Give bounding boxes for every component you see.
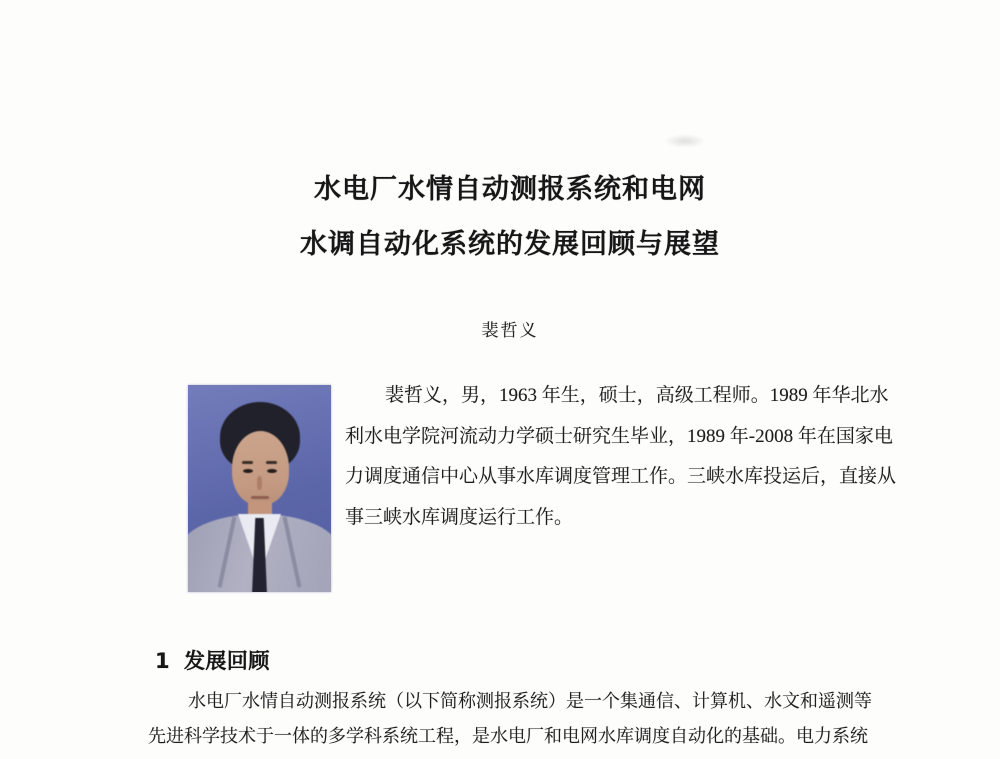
body-paragraph-line: 先进科学技术于一体的多学科系统工程，是水电厂和电网水库调度自动化的基础。电力系统 <box>148 726 868 746</box>
author-photo-art <box>188 385 331 592</box>
author-name: 裴哲义 <box>481 321 539 340</box>
section-number: 1 <box>155 649 171 673</box>
portrait-mouth <box>251 496 269 499</box>
author-bio-line: 力调度通信中心从事水库调度管理工作。三峡水库投运后，直接从 <box>345 466 897 487</box>
author-bio-line: 事三峡水库调度运行工作。 <box>345 506 574 528</box>
author-bio-line: 利水电学院河流动力学硕士研究生毕业，1989 年-2008 年在国家电 <box>345 425 893 447</box>
article-title-line2: 水调自动化系统的发展回顾与展望 <box>300 229 720 260</box>
author-bio <box>345 376 896 538</box>
article-title-line1: 水电厂水情自动测报系统和电网 <box>314 174 706 205</box>
section-title: 发展回顾 <box>183 649 270 673</box>
body-paragraph-line: 水电厂水情自动测报系统（以下简称测报系统）是一个集通信、计算机、水文和遥测等 <box>188 691 872 711</box>
portrait-nose <box>257 476 262 490</box>
author-photo <box>188 385 331 592</box>
scan-artifact <box>664 134 706 148</box>
portrait-eye-left <box>243 469 253 473</box>
portrait-face <box>232 431 289 505</box>
portrait-eye-right <box>267 469 277 473</box>
article-title <box>148 162 872 272</box>
body-paragraph <box>148 684 872 754</box>
portrait-eyebrow-right <box>266 461 277 464</box>
portrait-eyebrow-left <box>242 461 253 464</box>
section-heading <box>155 645 270 675</box>
author-bio-line: 裴哲义，男，1963 年生，硕士，高级工程师。1989 年华北水 <box>385 385 889 406</box>
